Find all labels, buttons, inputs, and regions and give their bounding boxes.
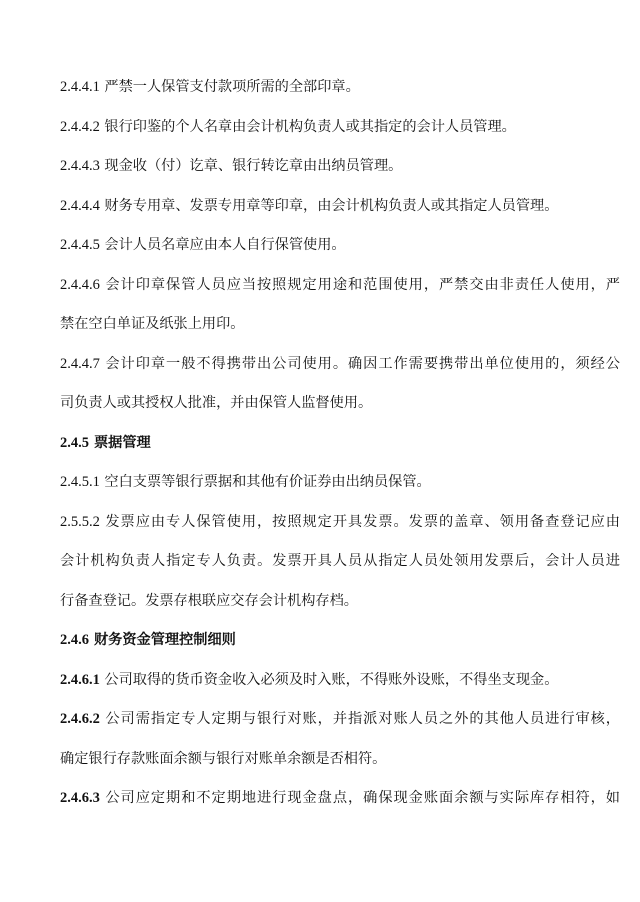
clause-text: 确定银行存款账面余额与银行对账单余额是否相符。 bbox=[60, 751, 387, 767]
clause-number: 2.4.6.2 bbox=[60, 711, 100, 727]
clause-number: 2.4.4.1 bbox=[60, 79, 100, 95]
clause-text: 发票应由专人保管使用，按照规定开具发票。发票的盖章、领用备查登记应由 bbox=[105, 514, 620, 530]
paragraph-2-5-5-2-line-1 bbox=[60, 512, 620, 532]
paragraph-2-4-6-3-line-1 bbox=[60, 788, 620, 808]
paragraph-2-5-5-2-line-3 bbox=[60, 591, 620, 611]
paragraph-2-4-4-3 bbox=[60, 156, 620, 176]
clause-text: 银行印鉴的个人名章由会计机构负责人或其指定的会计人员管理。 bbox=[104, 119, 516, 135]
paragraph-2-4-4-6-line-2 bbox=[60, 314, 620, 334]
paragraph-2-4-4-7-line-2 bbox=[60, 393, 620, 413]
clause-number: 2.4.5.1 bbox=[60, 474, 100, 490]
clause-text: 司负责人或其授权人批准，并由保管人监督使用。 bbox=[60, 395, 373, 411]
paragraph-2-4-4-2 bbox=[60, 117, 620, 137]
clause-number: 2.4.6.1 bbox=[60, 672, 100, 688]
paragraph-2-4-5-1 bbox=[60, 472, 620, 492]
clause-text: 行备查登记。发票存根联应交存会计机构存档。 bbox=[60, 593, 358, 609]
clause-text: 禁在空白单证及纸张上用印。 bbox=[60, 316, 245, 332]
clause-text: 会计人员名章应由本人自行保管使用。 bbox=[104, 237, 346, 253]
clause-number: 2.4.4.3 bbox=[60, 158, 100, 174]
clause-number: 2.4.4.2 bbox=[60, 119, 100, 135]
clause-text: 空白支票等银行票据和其他有价证券由出纳员保管。 bbox=[104, 474, 431, 490]
paragraph-2-4-4-1 bbox=[60, 77, 620, 97]
paragraph-2-4-6-2-line-2 bbox=[60, 749, 620, 769]
clause-text: 会计机构负责人指定专人负责。发票开具人员从指定人员处领用发票后，会计人员进 bbox=[60, 553, 620, 569]
clause-text: 严禁一人保管支付款项所需的全部印章。 bbox=[104, 79, 360, 95]
clause-text: 财务专用章、发票专用章等印章，由会计机构负责人或其指定人员管理。 bbox=[104, 198, 559, 214]
section-number: 2.4.5 bbox=[60, 435, 89, 451]
section-heading-2-4-5 bbox=[60, 433, 620, 453]
clause-number: 2.4.4.7 bbox=[60, 356, 100, 372]
paragraph-2-4-6-1 bbox=[60, 670, 620, 690]
paragraph-2-4-4-6-line-1 bbox=[60, 275, 620, 295]
clause-number: 2.4.4.4 bbox=[60, 198, 100, 214]
clause-number: 2.4.4.6 bbox=[60, 277, 100, 293]
paragraph-2-5-5-2-line-2 bbox=[60, 551, 620, 571]
clause-text: 公司取得的货币资金收入必须及时入账，不得账外设账，不得坐支现金。 bbox=[104, 672, 559, 688]
clause-text: 会计印章保管人员应当按照规定用途和范围使用，严禁交由非责任人使用，严 bbox=[105, 277, 620, 293]
clause-number: 2.5.5.2 bbox=[60, 514, 100, 530]
paragraph-2-4-6-2-line-1 bbox=[60, 709, 620, 729]
clause-number: 2.4.6.3 bbox=[60, 790, 100, 806]
clause-text: 现金收（付）讫章、银行转讫章由出纳员管理。 bbox=[104, 158, 403, 174]
section-heading-2-4-6 bbox=[60, 630, 620, 650]
paragraph-2-4-4-7-line-1 bbox=[60, 354, 620, 374]
section-number: 2.4.6 bbox=[60, 632, 89, 648]
section-title: 财务资金管理控制细则 bbox=[93, 632, 236, 648]
paragraph-2-4-4-4 bbox=[60, 196, 620, 216]
clause-number: 2.4.4.5 bbox=[60, 237, 100, 253]
paragraph-2-4-4-5 bbox=[60, 235, 620, 255]
clause-text: 会计印章一般不得携带出公司使用。确因工作需要携带出单位使用的，须经公 bbox=[105, 356, 620, 372]
section-title: 票据管理 bbox=[93, 435, 151, 451]
clause-text: 公司应定期和不定期地进行现金盘点，确保现金账面余额与实际库存相符，如 bbox=[105, 790, 620, 806]
clause-text: 公司需指定专人定期与银行对账，并指派对账人员之外的其他人员进行审核， bbox=[105, 711, 620, 727]
